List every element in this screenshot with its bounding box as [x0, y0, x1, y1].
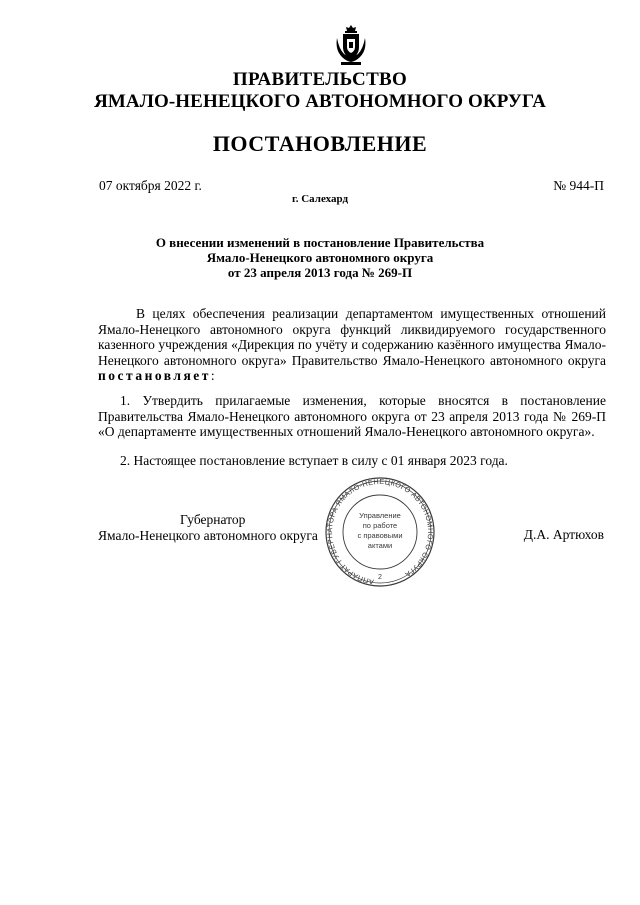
coat-of-arms-icon	[334, 24, 368, 66]
subject-line3: от 23 апреля 2013 года № 269-П	[227, 265, 413, 280]
official-stamp	[318, 476, 442, 588]
document-date: 07 октября 2022 г.	[99, 178, 202, 193]
clause-2-paragraph: 2. Настоящее постановление вступает в силу с 01 января 2023 года.	[120, 453, 508, 468]
government-name-line2: ЯМАЛО-НЕНЕЦКОГО АВТОНОМНОГО ОКРУГА	[94, 91, 546, 112]
stamp-inner-line3: с правовыми	[357, 531, 403, 540]
document-city: г. Салехард	[291, 193, 349, 205]
resolves-keyword: постановляет	[98, 368, 211, 383]
stamp-inner-line1: Управление	[359, 511, 401, 520]
stamp-number: 2	[378, 574, 382, 581]
signatory-name: Д.А. Артюхов	[523, 527, 604, 542]
clause-1-paragraph: 1. Утвердить прилагаемые изменения, которые вносятся в постановление Правительства Ямало-Ненецкого автономного округа от 23 апреля 2013 года № 269-П «О департаменте имущественных отношений Ямало-Ненецкого автономного округа».	[98, 393, 606, 439]
subject-line1: О внесении изменений в постановление Правительства	[155, 235, 485, 250]
document-type-title: ПОСТАНОВЛЕНИЕ	[212, 131, 428, 156]
signatory-title-line1: Губернатор	[180, 512, 246, 527]
preamble-text: В целях обеспечения реализации департаментом имущественных отношений Ямало-Ненецкого автономного округа функций ликвидируемого государственного казенного учреждения «Дирекция по учёту и содержанию казённого имущества Ямало-Ненецкого автономного округа» Правительство Ямало-Ненецкого автономного округа	[98, 306, 606, 368]
signatory-title	[98, 512, 318, 543]
preamble-paragraph	[98, 306, 606, 384]
stamp-inner-line2: по работе	[362, 521, 398, 530]
document-subject	[0, 235, 640, 280]
subject-line2: Ямало-Ненецкого автономного округа	[206, 250, 434, 265]
signatory-title-line2: Ямало-Ненецкого автономного округа	[98, 527, 318, 543]
stamp-outer-text: АППАРАТ ГУБЕРНАТОРА ЯМАЛО-НЕНЕЦКОГО АВТОНОМНОГО ОКРУГА	[324, 476, 436, 587]
document-number: № 944-П	[553, 178, 604, 193]
government-name-line1: ПРАВИТЕЛЬСТВО	[232, 69, 408, 90]
stamp-inner-line4: актами	[367, 541, 393, 550]
preamble-end: :	[210, 368, 215, 383]
